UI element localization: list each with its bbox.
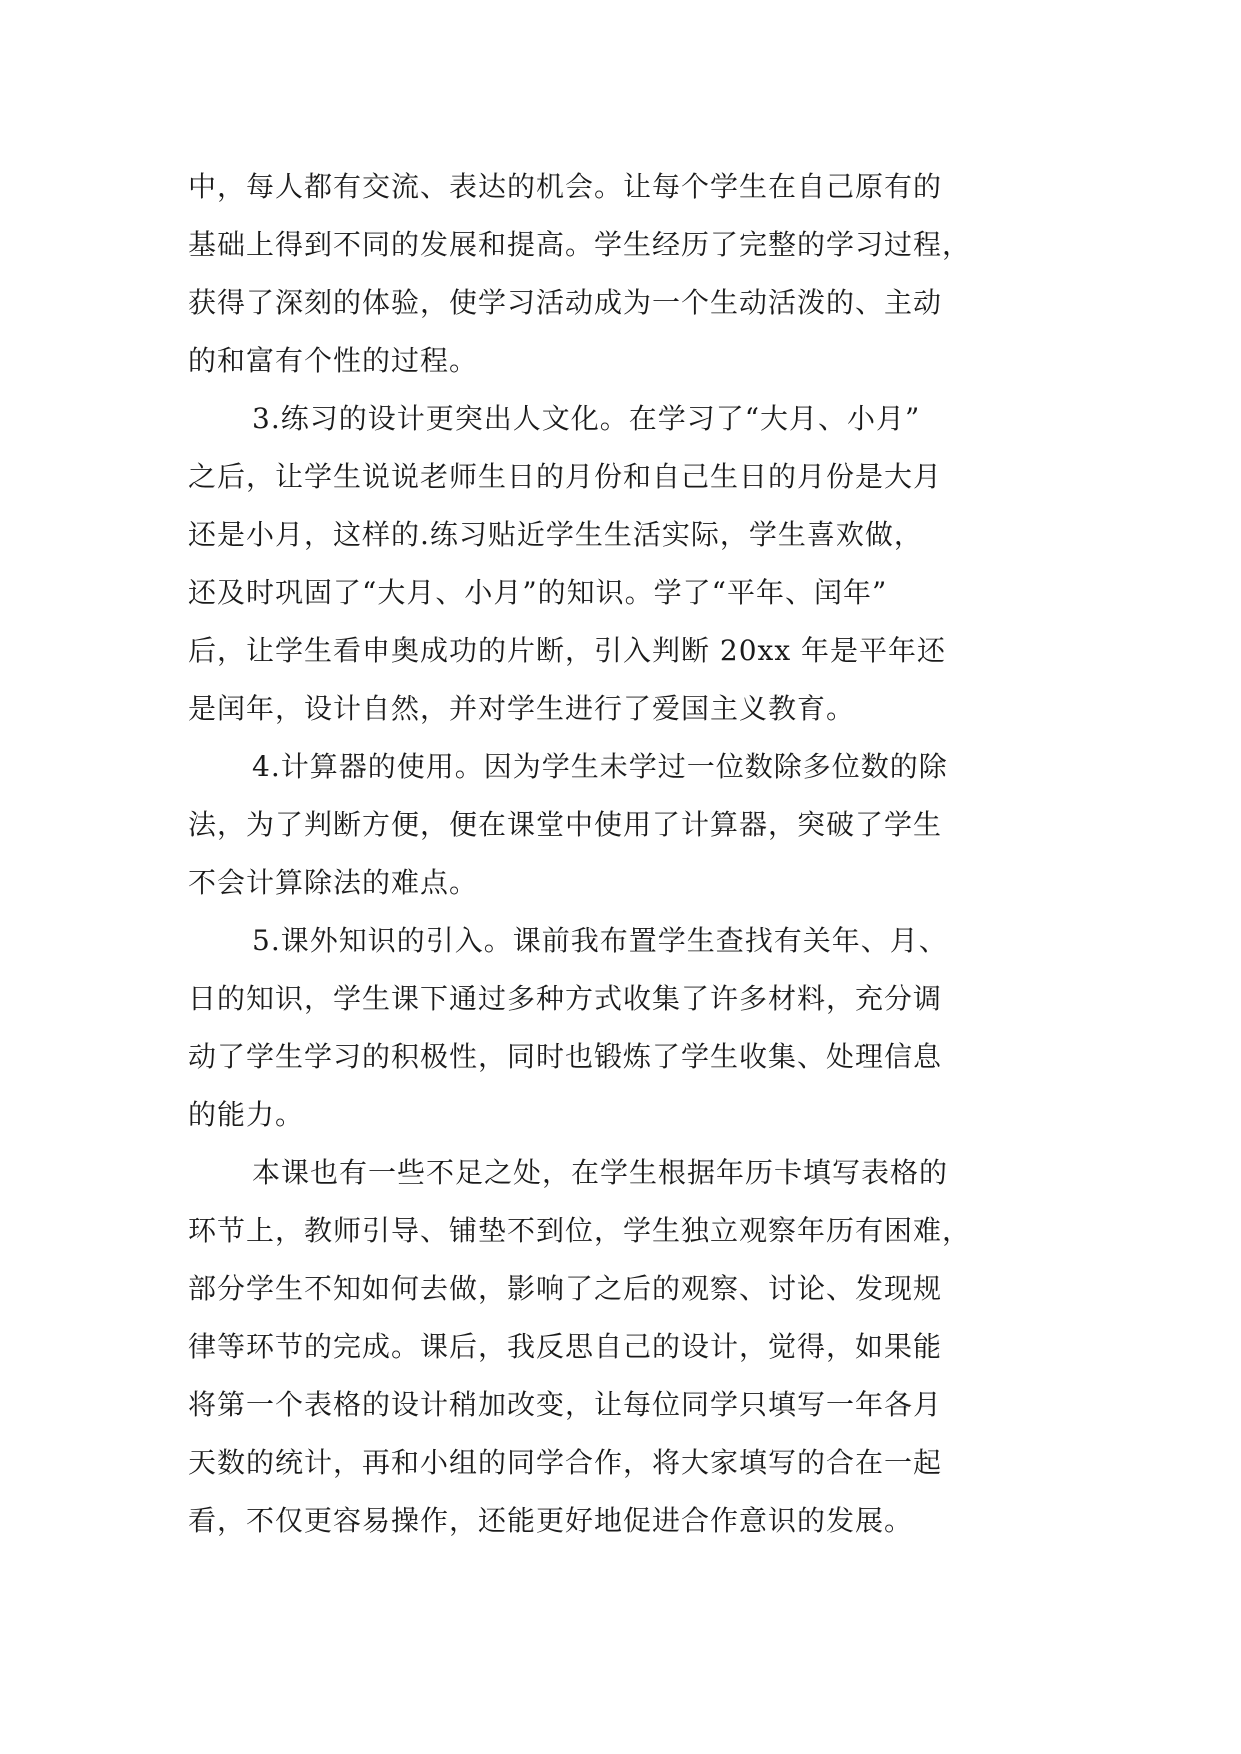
text-line: 5.课外知识的引入。课前我布置学生查找有关年、月、 (252, 924, 948, 957)
text-line: 基础上得到不同的发展和提高。学生经历了完整的学习过程， (188, 228, 972, 261)
text-line: 4.计算器的使用。因为学生未学过一位数除多位数的除 (252, 750, 948, 783)
text-line: 天数的统计，再和小组的同学合作，将大家填写的合在一起 (188, 1446, 943, 1479)
text-line: 中，每人都有交流、表达的机会。让每个学生在自己原有的 (188, 170, 943, 203)
text-line: 3.练习的设计更突出人文化。在学习了“大月、小月” (252, 402, 921, 435)
text-line: 后，让学生看申奥成功的片断，引入判断 20xx 年是平年还 (188, 634, 947, 667)
text-line: 的能力。 (188, 1098, 305, 1131)
text-line: 还是小月，这样的.练习贴近学生生活实际，学生喜欢做， (188, 518, 923, 551)
text-line: 部分学生不知如何去做，影响了之后的观察、讨论、发现规 (188, 1272, 943, 1305)
text-line: 动了学生学习的积极性，同时也锻炼了学生收集、处理信息 (188, 1040, 943, 1073)
text-line: 环节上，教师引导、铺垫不到位，学生独立观察年历有困难， (188, 1214, 972, 1247)
text-line: 律等环节的完成。课后，我反思自己的设计，觉得，如果能 (188, 1330, 943, 1363)
text-line: 日的知识，学生课下通过多种方式收集了许多材料，充分调 (188, 982, 943, 1015)
text-line: 之后，让学生说说老师生日的月份和自己生日的月份是大月 (188, 460, 943, 493)
text-line: 的和富有个性的过程。 (188, 344, 479, 377)
text-line: 获得了深刻的体验，使学习活动成为一个生动活泼的、主动 (188, 286, 943, 319)
text-line: 还及时巩固了“大月、小月”的知识。学了“平年、闰年” (188, 576, 888, 609)
text-line: 本课也有一些不足之处，在学生根据年历卡填写表格的 (252, 1156, 949, 1189)
text-line: 将第一个表格的设计稍加改变，让每位同学只填写一年各月 (188, 1388, 943, 1421)
text-line: 法，为了判断方便，便在课堂中使用了计算器，突破了学生 (188, 808, 943, 841)
text-line: 看，不仅更容易操作，还能更好地促进合作意识的发展。 (188, 1504, 914, 1537)
text-line: 是闰年，设计自然，并对学生进行了爱国主义教育。 (188, 692, 856, 725)
text-line: 不会计算除法的难点。 (188, 866, 479, 899)
document-body (188, 158, 1068, 1550)
